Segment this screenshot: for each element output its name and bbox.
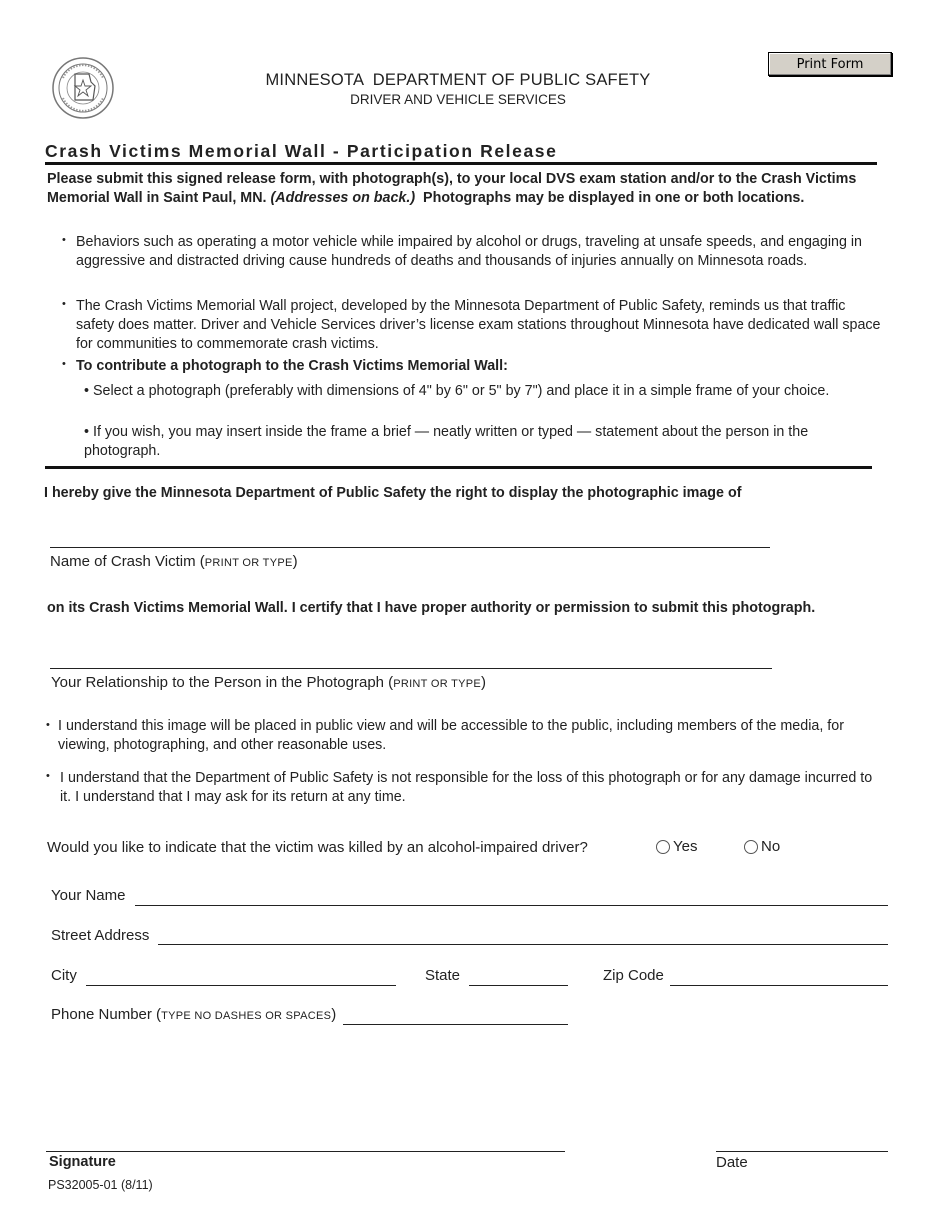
bullet-dot: • <box>62 358 66 370</box>
city-label: City <box>51 967 77 984</box>
form-code: PS32005-01 (8/11) <box>48 1178 153 1192</box>
yes-radio[interactable] <box>656 840 670 854</box>
relationship-label <box>51 674 486 691</box>
phone-label-text: Phone Number ( <box>51 1006 162 1023</box>
victim-name-input[interactable] <box>50 547 770 548</box>
close-paren: ) <box>331 1006 337 1023</box>
section-divider <box>45 466 872 469</box>
bullet-behaviors: Behaviors such as operating a motor vehicle while impaired by alcohol or drugs, traveling at unsafe speeds, and engaging in aggressive and distracted driving cause hundreds of deaths and thousands of injuries annually on Minnesota roads. <box>76 234 863 269</box>
no-option[interactable] <box>744 838 780 855</box>
print-or-type-note: PRINT OR TYPE <box>204 557 293 569</box>
no-label: No <box>761 838 781 855</box>
intro-text: Please submit this signed release form, with photograph(s), to your local DVS exam station and/or to the Crash Victims Memorial Wall in Saint Paul, MN. <box>47 171 857 206</box>
close-paren: ) <box>292 553 298 570</box>
date-input[interactable] <box>716 1151 888 1152</box>
yes-option[interactable] <box>656 838 697 855</box>
phone-number-input[interactable] <box>343 1024 568 1025</box>
grant-statement: I hereby give the Minnesota Department of Public Safety the right to display the photographic image of <box>44 485 742 501</box>
bullet-project: The Crash Victims Memorial Wall project, developed by the Minnesota Department of Public Safety, reminds us that traffic safety does matter. Driver and Vehicle Services driver’s license exam stations throughout Minnesota have dedicated wall space for communities to commemorate crash victims. <box>76 298 881 352</box>
state-input[interactable] <box>469 985 568 986</box>
yes-label: Yes <box>673 838 698 855</box>
bullet-dot: • <box>62 298 66 310</box>
intro-addresses-note: (Addresses on back.) <box>270 190 416 206</box>
street-address-label: Street Address <box>51 927 150 944</box>
title-divider <box>45 162 877 165</box>
zip-code-label: Zip Code <box>603 967 664 984</box>
alcohol-question: Would you like to indicate that the victim was killed by an alcohol-impaired driver? <box>47 839 588 856</box>
state-label: State <box>425 967 461 984</box>
certify-statement: on its Crash Victims Memorial Wall. I certify that I have proper authority or permission to submit this photograph. <box>47 600 816 616</box>
bullet-dot: • <box>62 234 66 246</box>
phone-number-label <box>51 1006 336 1023</box>
bullet-dot: • <box>46 719 50 731</box>
sub-bullet-statement: • If you wish, you may insert inside the frame a brief — neatly written or typed — statement about the person in the photograph. <box>84 424 809 459</box>
print-form-button[interactable]: Print Form <box>768 52 892 76</box>
phone-format-note: TYPE NO DASHES OR SPACES <box>161 1010 332 1022</box>
intro-text-end: Photographs may be displayed in one or both locations. <box>415 190 805 206</box>
victim-name-label-text: Name of Crash Victim ( <box>50 553 205 570</box>
sub-bullet-select-photo: • Select a photograph (preferably with dimensions of 4" by 6" or 5" by 7") and place it in a simple frame of your choice. <box>84 383 830 399</box>
date-label: Date <box>716 1154 748 1171</box>
signature-input[interactable] <box>46 1151 565 1152</box>
close-paren: ) <box>481 674 487 691</box>
relationship-input[interactable] <box>50 668 772 669</box>
your-name-input[interactable] <box>135 905 888 906</box>
victim-name-label <box>50 553 298 570</box>
understand-liability: I understand that the Department of Public Safety is not responsible for the loss of this photograph or for any damage incurred to it. I understand that I may ask for its return at any time. <box>60 770 873 805</box>
intro-paragraph <box>47 170 877 208</box>
bullet-dot: • <box>46 770 50 782</box>
relationship-label-text: Your Relationship to the Person in the Photograph ( <box>51 674 394 691</box>
signature-label: Signature <box>49 1154 116 1170</box>
city-input[interactable] <box>86 985 396 986</box>
your-name-label: Your Name <box>51 887 126 904</box>
form-title: Crash Victims Memorial Wall - Participation Release <box>45 141 558 161</box>
no-radio[interactable] <box>744 840 758 854</box>
print-or-type-note: PRINT OR TYPE <box>393 678 482 690</box>
zip-code-input[interactable] <box>670 985 888 986</box>
bullet-contribute: To contribute a photograph to the Crash Victims Memorial Wall: <box>76 358 508 374</box>
street-address-input[interactable] <box>158 944 888 945</box>
division-subtitle: DRIVER AND VEHICLE SERVICES <box>350 92 566 107</box>
department-title: MINNESOTA DEPARTMENT OF PUBLIC SAFETY <box>265 71 651 89</box>
understand-public-view: I understand this image will be placed in public view and will be accessible to the public, including members of the media, for viewing, photographing, and other reasonable uses. <box>58 718 844 753</box>
